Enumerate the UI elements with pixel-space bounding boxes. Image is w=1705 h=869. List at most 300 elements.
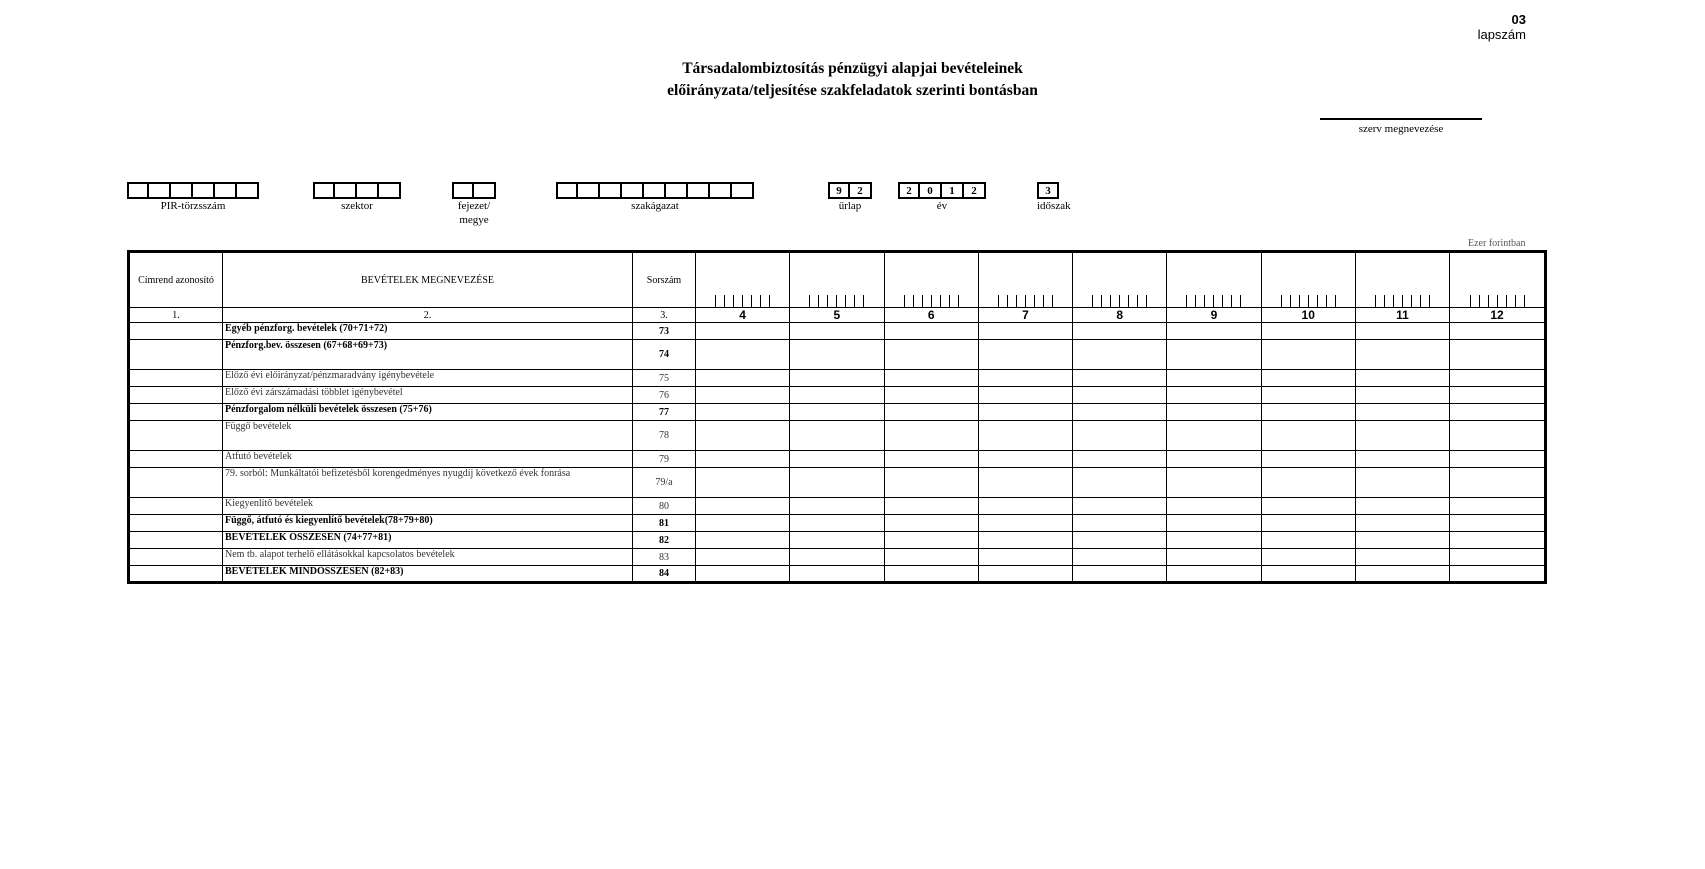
code-tick [913,295,922,307]
value-cell[interactable] [1355,340,1449,370]
id-block-label: szektor [341,200,373,212]
column-code-boxes[interactable] [1169,295,1258,307]
code-tick [940,295,949,307]
value-cell[interactable] [790,421,884,451]
id-box[interactable] [622,182,644,199]
id-block-label: űrlap [838,200,862,212]
row-name: Előző évi előirányzat/pénzmaradvány igénybevétele [223,370,633,387]
value-cell[interactable] [884,468,978,498]
value-cell[interactable] [696,404,790,421]
column-code-boxes[interactable] [698,295,787,307]
value-cell[interactable] [790,323,884,340]
value-cell[interactable] [1261,370,1355,387]
value-cell[interactable] [1261,421,1355,451]
value-cell[interactable] [884,387,978,404]
value-cell[interactable] [884,451,978,468]
column-code-boxes[interactable] [792,295,881,307]
column-code-boxes[interactable] [981,295,1070,307]
id-box[interactable] [578,182,600,199]
value-cell[interactable] [884,549,978,566]
value-cell[interactable] [1450,323,1546,340]
row-name: Kiegyenlítő bevételek [223,498,633,515]
value-cell[interactable] [1073,340,1167,370]
header-name: BEVÉTELEK MEGNEVEZÉSE [223,252,633,308]
code-tick [1479,295,1488,307]
id-box[interactable] [666,182,688,199]
value-cell[interactable] [790,468,884,498]
row-sorszam: 82 [633,532,696,549]
header-data-column[interactable] [978,252,1072,308]
value-cell[interactable] [1167,549,1261,566]
org-name-line [1320,118,1482,120]
code-tick [1515,295,1525,307]
value-cell[interactable] [1261,498,1355,515]
id-box[interactable] [357,182,379,199]
value-cell[interactable] [978,515,1072,532]
id-block-boxes[interactable] [127,182,259,199]
value-cell[interactable] [790,566,884,583]
value-cell[interactable] [1355,404,1449,421]
id-box[interactable] [644,182,666,199]
cimrend-cell[interactable] [129,566,223,583]
value-cell[interactable] [1450,451,1546,468]
id-block-2[interactable] [313,182,401,213]
code-tick [1204,295,1213,307]
code-tick [1195,295,1204,307]
column-number: 3. [633,308,696,323]
value-cell[interactable] [1355,370,1449,387]
table-row [129,549,1546,566]
header-data-column[interactable] [1073,252,1167,308]
value-cell[interactable] [1261,549,1355,566]
value-cell[interactable] [1450,532,1546,549]
column-code-boxes[interactable] [1075,295,1164,307]
id-block-boxes[interactable] [452,182,496,199]
id-box[interactable]: 2 [964,182,986,199]
column-number: 10 [1261,308,1355,323]
column-number: 5 [790,308,884,323]
column-code-boxes[interactable] [1264,295,1353,307]
value-cell[interactable] [978,323,1072,340]
code-tick [818,295,827,307]
column-number: 2. [223,308,633,323]
id-box[interactable] [474,182,496,199]
code-tick [1411,295,1420,307]
code-tick [949,295,959,307]
value-cell[interactable] [1355,549,1449,566]
column-number: 11 [1355,308,1449,323]
value-cell[interactable] [1073,515,1167,532]
row-sorszam: 78 [633,421,696,451]
value-cell[interactable] [1450,340,1546,370]
table-row [129,566,1546,583]
value-cell[interactable] [1261,323,1355,340]
row-sorszam: 76 [633,387,696,404]
cimrend-cell[interactable] [129,404,223,421]
header-data-column[interactable] [884,252,978,308]
row-name: 79. sorból: Munkáltatói befizetésből korengedményes nyugdíj következő évek fonrása [223,468,633,498]
row-name: Pénzforg.bev. összesen (67+68+69+73) [223,340,633,370]
value-cell[interactable] [884,532,978,549]
code-tick [1186,295,1195,307]
value-cell[interactable] [790,498,884,515]
row-sorszam: 77 [633,404,696,421]
value-cell[interactable] [1261,340,1355,370]
value-cell[interactable] [1450,404,1546,421]
cimrend-cell[interactable] [129,515,223,532]
cimrend-cell[interactable] [129,370,223,387]
code-tick [931,295,940,307]
code-tick [1034,295,1043,307]
code-tick [1393,295,1402,307]
value-cell[interactable] [1355,468,1449,498]
value-cell[interactable] [884,404,978,421]
value-cell[interactable] [884,340,978,370]
header-data-column[interactable] [790,252,884,308]
code-tick [1384,295,1393,307]
value-cell[interactable] [1355,566,1449,583]
row-sorszam: 74 [633,340,696,370]
value-cell[interactable] [978,370,1072,387]
row-name: Függő bevételek [223,421,633,451]
code-tick [1470,295,1479,307]
id-box[interactable] [688,182,710,199]
id-block-boxes[interactable] [828,182,872,199]
code-tick [1119,295,1128,307]
id-block-boxes[interactable] [313,182,401,199]
id-block-boxes[interactable] [898,182,986,199]
value-cell[interactable] [696,451,790,468]
row-sorszam: 73 [633,323,696,340]
value-cell[interactable] [978,549,1072,566]
code-tick [1110,295,1119,307]
code-tick [922,295,931,307]
value-cell[interactable] [978,498,1072,515]
id-box[interactable]: 0 [920,182,942,199]
id-block-label: év [936,200,948,212]
value-cell[interactable] [978,532,1072,549]
id-block-4[interactable] [556,182,754,213]
id-block-label: szakágazat [631,200,679,212]
value-cell[interactable] [790,515,884,532]
value-cell[interactable] [1355,451,1449,468]
code-tick [1290,295,1299,307]
value-cell[interactable] [1450,370,1546,387]
value-cell[interactable] [1355,387,1449,404]
table-header-row [129,252,1546,308]
value-cell[interactable] [790,340,884,370]
id-block-label: időszak [1037,200,1071,212]
id-box[interactable] [313,182,335,199]
code-tick [1222,295,1231,307]
value-cell[interactable] [1073,549,1167,566]
value-cell[interactable] [790,532,884,549]
value-cell[interactable] [790,387,884,404]
value-cell[interactable] [1450,387,1546,404]
column-number: 4 [696,308,790,323]
value-cell[interactable] [696,549,790,566]
value-cell[interactable] [1073,370,1167,387]
value-cell[interactable] [1261,515,1355,532]
value-cell[interactable] [1073,498,1167,515]
id-block-5[interactable] [828,182,872,213]
value-cell[interactable] [978,451,1072,468]
value-cell[interactable] [696,468,790,498]
unit-label: Ezer forintban [1468,238,1526,249]
id-block-7[interactable] [1037,182,1071,213]
id-box[interactable] [379,182,401,199]
table-row [129,532,1546,549]
id-block-label: fejezet/ megye [457,200,491,226]
code-tick [733,295,742,307]
cimrend-cell[interactable] [129,323,223,340]
value-cell[interactable] [1073,404,1167,421]
id-box[interactable]: 3 [1037,182,1059,199]
code-tick [1326,295,1336,307]
column-number: 7 [978,308,1072,323]
row-name: Függő, átfutó és kiegyenlítő bevételek(78+79+80) [223,515,633,532]
code-tick [1281,295,1290,307]
value-cell[interactable] [1073,387,1167,404]
value-cell[interactable] [978,566,1072,583]
value-cell[interactable] [1355,421,1449,451]
cimrend-cell[interactable] [129,340,223,370]
code-tick [751,295,760,307]
value-cell[interactable] [978,387,1072,404]
value-cell[interactable] [1261,468,1355,498]
id-box[interactable] [149,182,171,199]
value-cell[interactable] [1167,421,1261,451]
id-box[interactable] [127,182,149,199]
id-box[interactable] [600,182,622,199]
id-block-label: PIR-törzsszám [160,200,226,212]
value-cell[interactable] [1167,498,1261,515]
id-box[interactable]: 1 [942,182,964,199]
value-cell[interactable] [1261,532,1355,549]
value-cell[interactable] [884,323,978,340]
value-cell[interactable] [1261,404,1355,421]
code-tick [1488,295,1497,307]
id-box[interactable] [556,182,578,199]
org-name-label: szerv megnevezése [1358,123,1444,135]
id-box[interactable] [732,182,754,199]
value-cell[interactable] [1261,387,1355,404]
value-cell[interactable] [790,370,884,387]
column-code-boxes[interactable] [887,295,976,307]
page-title [0,58,1705,102]
value-cell[interactable] [1167,370,1261,387]
value-cell[interactable] [1450,549,1546,566]
code-tick [809,295,818,307]
column-number: 9 [1167,308,1261,323]
code-tick [854,295,864,307]
header-sorszam: Sorszám [633,252,696,308]
value-cell[interactable] [978,340,1072,370]
value-cell[interactable] [1167,387,1261,404]
code-tick [1016,295,1025,307]
value-cell[interactable] [1167,451,1261,468]
code-tick [845,295,854,307]
value-cell[interactable] [696,532,790,549]
value-cell[interactable] [1073,532,1167,549]
column-code-boxes[interactable] [1358,295,1447,307]
value-cell[interactable] [1450,421,1546,451]
id-box[interactable]: 2 [850,182,872,199]
value-cell[interactable] [1167,404,1261,421]
value-cell[interactable] [696,387,790,404]
row-name: BEVÉTELEK MINDÖSSZESEN (82+83) [223,566,633,583]
code-tick [742,295,751,307]
column-number: 1. [129,308,223,323]
table-row [129,323,1546,340]
value-cell[interactable] [978,404,1072,421]
value-cell[interactable] [790,451,884,468]
header-data-column[interactable] [1167,252,1261,308]
id-box[interactable]: 2 [898,182,920,199]
value-cell[interactable] [696,370,790,387]
table-row [129,404,1546,421]
id-block-6[interactable] [898,182,986,213]
id-box[interactable] [710,182,732,199]
column-code-boxes[interactable] [1452,295,1542,307]
code-tick [1101,295,1110,307]
code-tick [1043,295,1053,307]
code-tick [1375,295,1384,307]
value-cell[interactable] [1261,566,1355,583]
value-cell[interactable] [1073,566,1167,583]
table-row [129,421,1546,451]
cimrend-cell[interactable] [129,421,223,451]
code-tick [1092,295,1101,307]
revenue-table [127,250,1547,584]
cimrend-cell[interactable] [129,549,223,566]
value-cell[interactable] [978,421,1072,451]
column-number: 8 [1073,308,1167,323]
row-sorszam: 79/a [633,468,696,498]
id-block-3[interactable] [452,182,496,227]
value-cell[interactable] [1167,515,1261,532]
id-block-boxes[interactable] [1037,182,1071,199]
column-number: 12 [1450,308,1546,323]
value-cell[interactable] [884,421,978,451]
table-row [129,498,1546,515]
value-cell[interactable] [884,566,978,583]
id-box[interactable] [193,182,215,199]
table-row [129,370,1546,387]
column-number: 6 [884,308,978,323]
code-tick [836,295,845,307]
row-sorszam: 84 [633,566,696,583]
value-cell[interactable] [884,370,978,387]
value-cell[interactable] [1073,468,1167,498]
value-cell[interactable] [790,404,884,421]
header-data-column[interactable] [1261,252,1355,308]
value-cell[interactable] [1167,323,1261,340]
value-cell[interactable] [884,515,978,532]
table-row [129,515,1546,532]
id-block-1[interactable] [127,182,259,213]
row-name: Egyéb pénzforg. bevételek (70+71+72) [223,323,633,340]
value-cell[interactable] [1073,451,1167,468]
row-sorszam: 80 [633,498,696,515]
id-box[interactable] [171,182,193,199]
page-number [1478,12,1526,42]
id-box[interactable]: 9 [828,182,850,199]
code-tick [1128,295,1137,307]
id-box[interactable] [452,182,474,199]
value-cell[interactable] [696,515,790,532]
value-cell[interactable] [1261,451,1355,468]
value-cell[interactable] [1167,468,1261,498]
value-cell[interactable] [790,549,884,566]
column-number-row [129,308,1546,323]
code-tick [715,295,724,307]
value-cell[interactable] [1450,566,1546,583]
cimrend-cell[interactable] [129,387,223,404]
cimrend-cell[interactable] [129,498,223,515]
title-line-2: előirányzata/teljesítése szakfeladatok szerinti bontásban [667,82,1038,99]
value-cell[interactable] [696,323,790,340]
cimrend-cell[interactable] [129,468,223,498]
code-tick [1317,295,1326,307]
id-box[interactable] [335,182,357,199]
value-cell[interactable] [696,421,790,451]
value-cell[interactable] [1355,323,1449,340]
value-cell[interactable] [1073,323,1167,340]
value-cell[interactable] [1450,498,1546,515]
code-tick [724,295,733,307]
value-cell[interactable] [696,498,790,515]
code-tick [1402,295,1411,307]
value-cell[interactable] [696,566,790,583]
row-name: BEVÉTELEK ÖSSZESEN (74+77+81) [223,532,633,549]
code-tick [1497,295,1506,307]
code-tick [1506,295,1515,307]
row-sorszam: 75 [633,370,696,387]
cimrend-cell[interactable] [129,451,223,468]
header-data-column[interactable] [1355,252,1449,308]
id-block-boxes[interactable] [556,182,754,199]
code-tick [1213,295,1222,307]
row-name: Átfutó bevételek [223,451,633,468]
value-cell[interactable] [696,340,790,370]
value-cell[interactable] [1073,421,1167,451]
value-cell[interactable] [1167,566,1261,583]
value-cell[interactable] [1355,498,1449,515]
value-cell[interactable] [884,498,978,515]
header-data-column[interactable] [696,252,790,308]
value-cell[interactable] [1450,468,1546,498]
code-tick [1007,295,1016,307]
value-cell[interactable] [1167,532,1261,549]
id-box[interactable] [237,182,259,199]
id-box[interactable] [215,182,237,199]
code-tick [1308,295,1317,307]
code-tick [1231,295,1241,307]
cimrend-cell[interactable] [129,532,223,549]
page-number-label: lapszám [1477,27,1526,42]
header-data-column[interactable] [1450,252,1546,308]
value-cell[interactable] [1355,532,1449,549]
page-number-value: 03 [1511,12,1526,27]
value-cell[interactable] [1355,515,1449,532]
value-cell[interactable] [1450,515,1546,532]
table-row [129,468,1546,498]
value-cell[interactable] [1167,340,1261,370]
value-cell[interactable] [978,468,1072,498]
table-row [129,387,1546,404]
org-name-field[interactable] [1320,118,1482,135]
